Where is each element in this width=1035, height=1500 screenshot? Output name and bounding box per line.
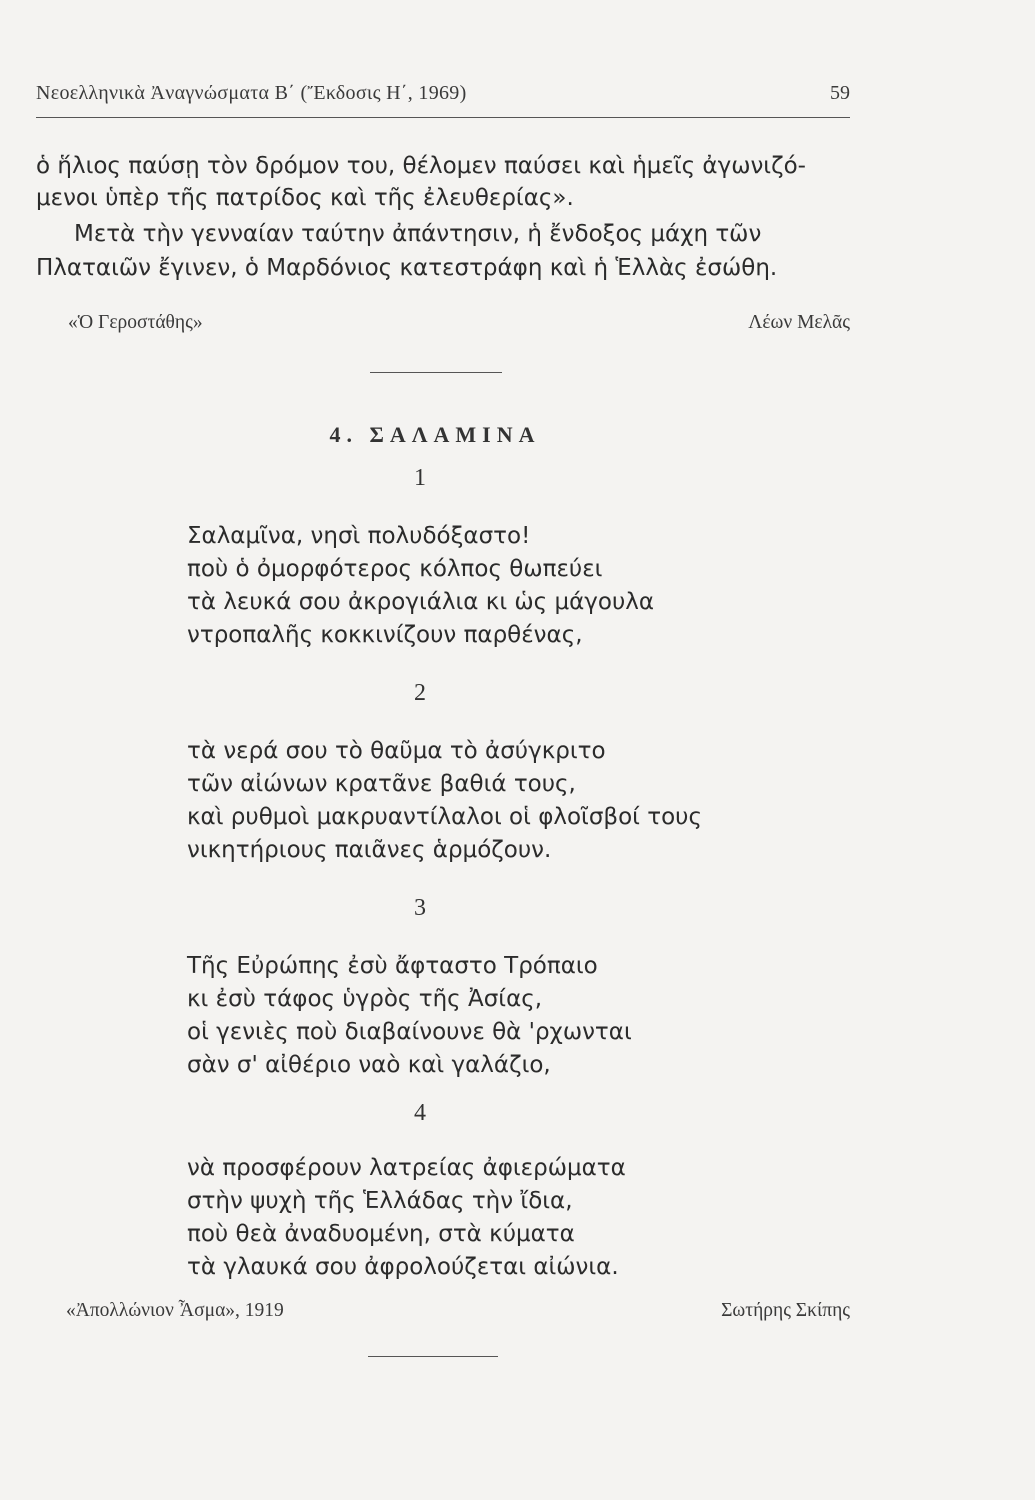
verse-line: τῶν αἰώνων κρατᾶνε βαθιά τους, — [187, 771, 576, 797]
verse-line: στὴν ψυχὴ τῆς Ἑλλάδας τὴν ἴδια, — [187, 1188, 573, 1214]
verse-line: Τῆς Εὐρώπης ἐσὺ ἄφταστο Τρόπαιο — [187, 953, 598, 979]
page-number: 59 — [830, 82, 850, 104]
poem-author: Σωτήρης Σκίπης — [721, 1300, 850, 1321]
verse-line: τὰ λευκά σου ἀκρογιάλια κι ὡς μάγουλα — [187, 589, 655, 615]
verse-line: νὰ προσφέρουν λατρείας ἀφιερώματα — [187, 1155, 626, 1181]
poem-source: «Ἀπολλώνιον Ἆσμα», 1919 — [66, 1300, 284, 1321]
verse-line: καὶ ρυθμοὶ μακρυαντίλαλοι οἱ φλοῖσβοί τους — [187, 804, 702, 830]
prose-line: ὁ ἥλιος παύσῃ τὸν δρόμον του, θέλομεν παύσει καὶ ἡμεῖς ἀγωνιζό- — [36, 153, 806, 179]
verse-line: τὰ νερά σου τὸ θαῦμα τὸ ἀσύγκριτο — [187, 738, 606, 764]
verse-line: Σαλαμῖνα, νησὶ πολυδόξαστο! — [187, 523, 531, 549]
verse-line: οἱ γενιὲς ποὺ διαβαίνουνε θὰ 'ρχωνται — [187, 1019, 632, 1045]
stanza-number: 2 — [414, 680, 426, 706]
prose-author: Λέων Μελᾶς — [748, 312, 850, 333]
separator-rule — [368, 1356, 498, 1357]
verse-line: ποὺ θεὰ ἀναδυομένη, στὰ κύματα — [187, 1221, 575, 1247]
prose-line: Πλαταιῶν ἔγινεν, ὁ Μαρδόνιος κατεστράφη καὶ ἡ Ἑλλὰς ἐσώθη. — [36, 255, 778, 281]
stanza-number: 1 — [414, 465, 426, 491]
verse-line: ντροπαλῆς κοκκινίζουν παρθένας, — [187, 622, 583, 648]
stanza-number: 4 — [414, 1100, 426, 1126]
verse-line: τὰ γλαυκά σου ἀφρολούζεται αἰώνια. — [187, 1254, 619, 1280]
verse-line: κι ἐσὺ τάφος ὑγρὸς τῆς Ἀσίας, — [187, 986, 543, 1012]
verse-line: σὰν σ' αἰθέριο ναὸ καὶ γαλάζιο, — [187, 1052, 551, 1078]
prose-source: «Ὁ Γεροστάθης» — [68, 312, 203, 333]
verse-line: νικητήριους παιᾶνες ἁρμόζουν. — [187, 837, 552, 863]
prose-line: Μετὰ τὴν γενναίαν ταύτην ἀπάντησιν, ἡ ἔνδοξος μάχη τῶν — [74, 221, 762, 247]
running-title: Νεοελληνικὰ Ἀναγνώσματα Β΄ (Ἔκδοσις Η΄, 1969) — [36, 82, 467, 104]
poem-title: 4. ΣΑΛΑΜΙΝΑ — [329, 422, 541, 447]
stanza-number: 3 — [414, 895, 426, 921]
verse-line: ποὺ ὁ ὀμορφότερος κόλπος θωπεύει — [187, 556, 603, 582]
prose-line: μενοι ὑπὲρ τῆς πατρίδος καὶ τῆς ἐλευθερίας». — [36, 185, 574, 211]
separator-rule — [370, 372, 502, 373]
header-rule — [36, 117, 850, 118]
